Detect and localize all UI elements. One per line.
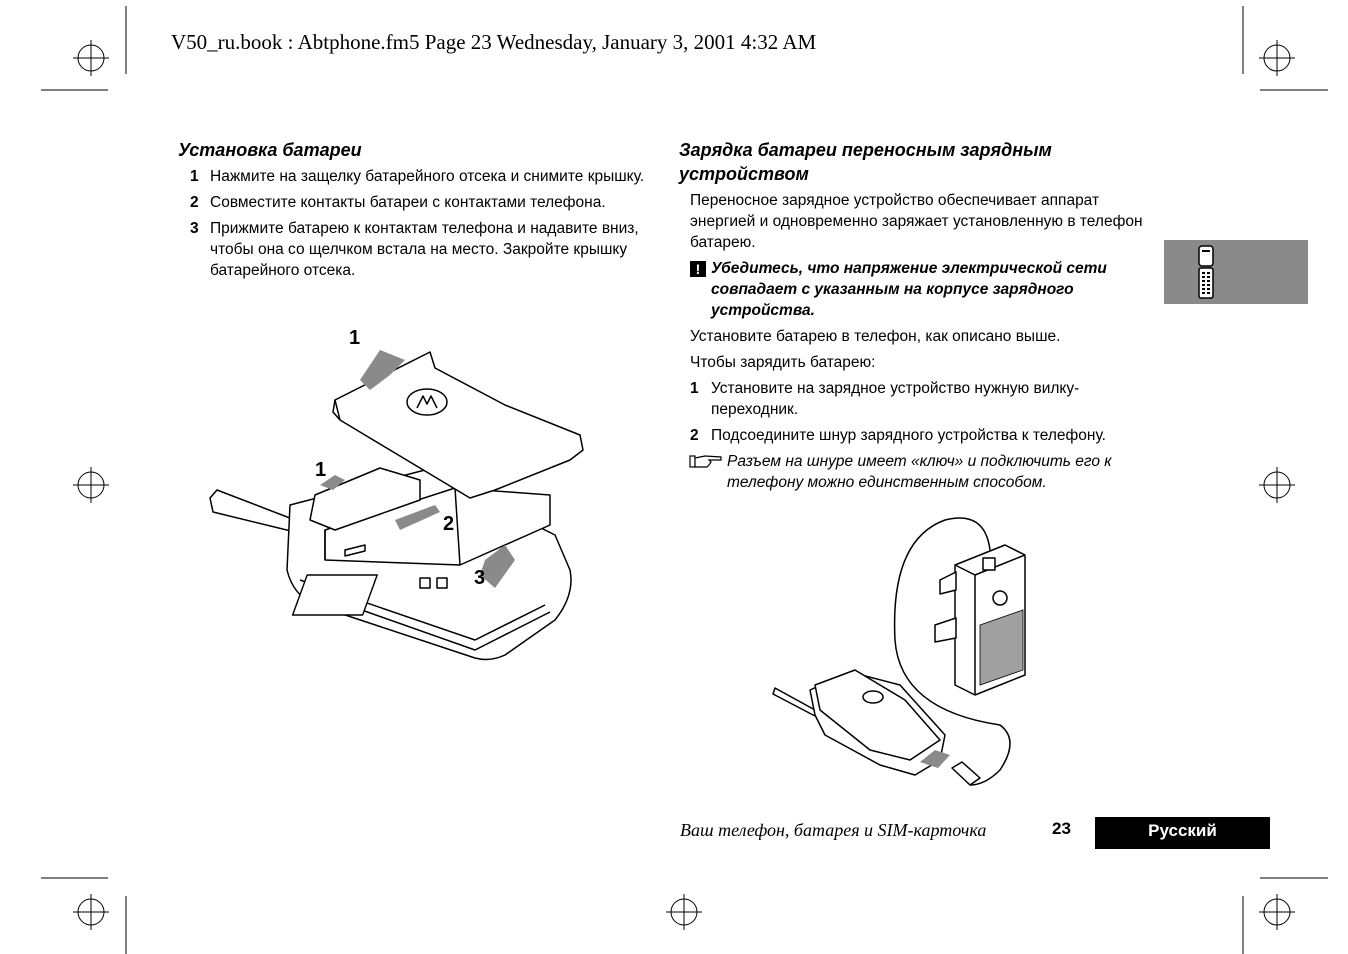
- pointing-hand-icon: [689, 453, 723, 469]
- list-item: [178, 166, 658, 187]
- note-block: [679, 451, 1159, 493]
- step-number: 3: [190, 220, 199, 237]
- side-tab: [1164, 240, 1308, 304]
- warning-block: [679, 258, 1159, 321]
- intro-paragraph: Переносное зарядное устройство обеспечивает аппарат энергией и одновременно заряжает установленную в телефон батарею.: [690, 192, 1143, 251]
- step-number: 2: [190, 194, 199, 211]
- list-item: [679, 378, 1159, 420]
- figure-label: 3: [474, 567, 486, 589]
- note-text: Разъем на шнуре имеет «ключ» и подключить его к телефону можно единственным способом.: [727, 453, 1112, 491]
- step-text: Установите на зарядное устройство нужную вилку-переходник.: [711, 380, 1080, 418]
- charging-steps: [679, 378, 1159, 446]
- step-text: Подсоедините шнур зарядного устройства к телефону.: [711, 427, 1106, 444]
- step-number: 1: [190, 168, 199, 185]
- section-title-battery-install: Установка батареи: [178, 140, 362, 160]
- page-number: 23: [1052, 819, 1071, 838]
- warning-text: Убедитесь, что напряжение электрической сети совпадает с указанным на корпусе зарядного устройства.: [711, 260, 1107, 319]
- left-column: [178, 138, 658, 286]
- paragraph: Установите батарею в телефон, как описано выше.: [690, 328, 1061, 345]
- section-title-charging: Зарядка батареи переносным зарядным устройством: [679, 140, 1052, 184]
- battery-install-illustration: [205, 320, 595, 670]
- step-text: Совместите контакты батареи с контактами телефона.: [210, 194, 606, 211]
- paragraph: Чтобы зарядить батарею:: [690, 354, 876, 371]
- step-text: Прижмите батарею к контактам телефона и надавите вниз, чтобы она со щелчком встала на место. Закройте крышку батарейного отсека.: [210, 220, 639, 279]
- right-column: [679, 138, 1159, 493]
- step-number: 2: [690, 427, 699, 444]
- figure-label: 1: [349, 327, 361, 349]
- figure-label: 1: [315, 459, 327, 481]
- list-item: [178, 218, 658, 281]
- language-badge: Русский: [1095, 817, 1270, 849]
- install-steps: [178, 166, 658, 281]
- figure-label: 2: [443, 513, 455, 535]
- step-text: Нажмите на защелку батарейного отсека и снимите крышку.: [210, 168, 645, 185]
- list-item: [679, 425, 1159, 446]
- list-item: [178, 192, 658, 213]
- warning-icon: !: [690, 261, 706, 277]
- print-header: V50_ru.book : Abtphone.fm5 Page 23 Wednesday, January 3, 2001 4:32 AM: [171, 30, 817, 54]
- footer-section-title: Ваш телефон, батарея и SIM-карточка: [680, 820, 987, 840]
- step-number: 1: [690, 380, 699, 397]
- phone-icon: [1196, 244, 1216, 300]
- charger-illustration: [770, 510, 1040, 800]
